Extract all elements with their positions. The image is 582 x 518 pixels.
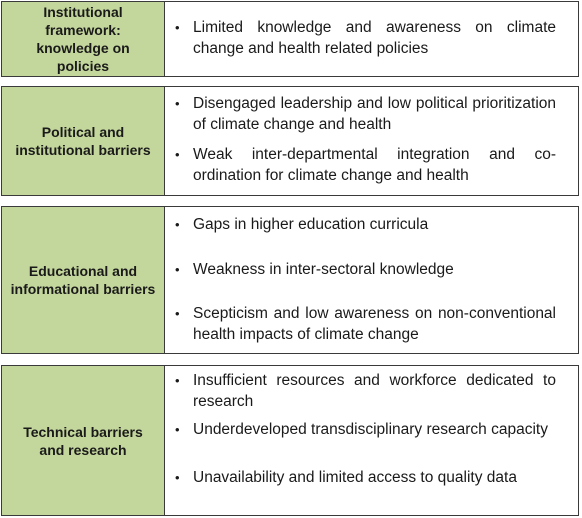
barrier-row-educational-informational (1, 206, 579, 354)
barrier-item (175, 260, 556, 281)
barrier-item-text: Insufficient resources and workforce dedicated to research (193, 372, 556, 410)
category-label-cell (2, 366, 165, 515)
category-label-cell (2, 2, 165, 76)
category-label-cell (2, 87, 165, 195)
category-label: Institutional framework: knowledge on policies (36, 4, 130, 74)
barrier-item (175, 215, 556, 236)
bullet-icon: • (175, 217, 180, 232)
bullet-icon: • (175, 422, 180, 437)
bullet-icon: • (175, 470, 180, 485)
barrier-item-text: Weakness in inter-sectoral knowledge (193, 261, 454, 278)
barrier-item-text: Unavailability and limited access to quality data (193, 469, 517, 486)
barrier-row-technical-research (1, 365, 579, 516)
barrier-row-political-institutional (1, 86, 579, 196)
bullet-icon: • (175, 147, 180, 162)
barrier-item (175, 371, 556, 412)
category-label: Educational and informational barriers (10, 263, 156, 297)
barrier-items-cell (165, 207, 578, 353)
barrier-items-cell (165, 366, 578, 515)
bullet-icon: • (175, 373, 180, 388)
barrier-item (175, 468, 556, 489)
barrier-item-text: Limited knowledge and awareness on climate change and health related policies (193, 19, 556, 57)
bullet-icon: • (175, 306, 180, 321)
barrier-item-text: Underdeveloped transdisciplinary research capacity (193, 421, 548, 438)
barrier-item-text: Scepticism and low awareness on non-conventional health impacts of climate change (193, 305, 556, 343)
barrier-item (175, 304, 556, 345)
barrier-items-cell (165, 2, 578, 76)
barrier-item (175, 145, 556, 186)
bullet-icon: • (175, 20, 180, 35)
barrier-item-text: Gaps in higher education curricula (193, 216, 429, 233)
barrier-items-cell (165, 87, 578, 195)
barrier-item-text: Weak inter-departmental integration and co-ordination for climate change and health (193, 146, 556, 184)
barrier-item (175, 94, 556, 135)
barrier-item (175, 18, 556, 59)
barrier-item (175, 420, 556, 441)
category-label: Technical barriers and research (23, 423, 143, 458)
bullet-icon: • (175, 96, 180, 111)
barrier-item-text: Disengaged leadership and low political prioritization of climate change and health (193, 95, 556, 133)
category-label: Political and institutional barriers (15, 124, 151, 158)
barrier-row-institutional-framework (1, 1, 579, 77)
category-label-cell (2, 207, 165, 353)
bullet-icon: • (175, 262, 180, 277)
